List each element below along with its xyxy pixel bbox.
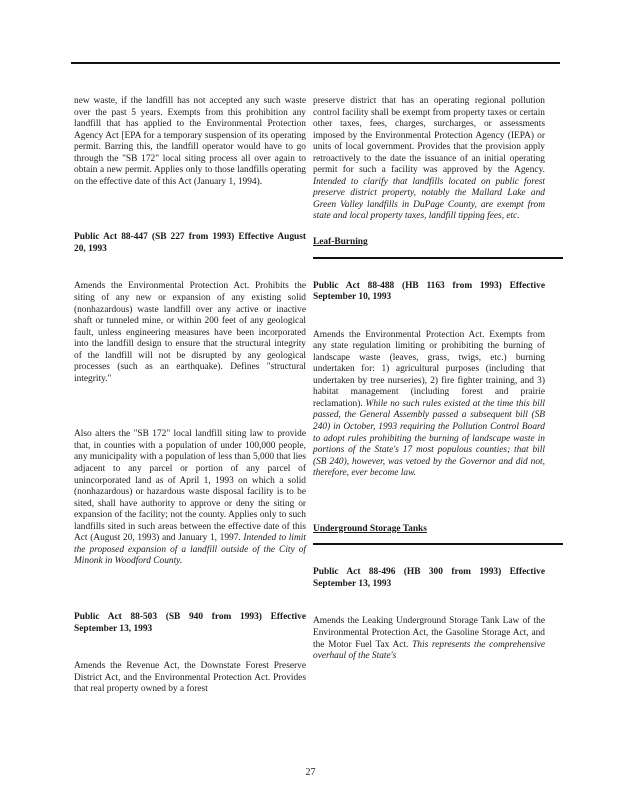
- right-paragraph-1-italic: Intended to clarify that landfills located on public forest preserve district property, notably the Mallard Lake and Green Valley landfills in DuPage County, are exempt from state and local property taxes, landfill tipping fees, etc.: [313, 176, 545, 222]
- right-paragraph-1-text: preserve district that has an operating regional pollution control facility shall be exempt from property taxes or certain other taxes, fees, charges, surcharges, or assessments imposed by the Environmental Protection Agency (IEPA) or units of local government. Provides that the provision apply retroactively to the date the issuance of an initial operating permit for such a facility was approved by the Agency.: [313, 96, 545, 176]
- right-paragraph-3-italic: This represents the comprehensive overhaul of the State's: [313, 639, 545, 662]
- left-paragraph-1: new waste, if the landfill has not accepted any such waste over the past 5 years. Exempts from this prohibition any landfill that has applied to the Environmental Protection Agency Act [EPA for a temporary suspension of its operating permit. Barring this, the landfill operator would have to go through the "SB 172" local siting process all over again to obtain a new permit. Applies only to those landfills operating on the effective date of this Act (January 1, 1994).: [74, 96, 306, 187]
- right-paragraph-3-text: Amends the Leaking Underground Storage Tank Law of the Environmental Protection Act, the Gasoline Storage Act, and the Motor Fuel Tax Act.: [313, 616, 545, 650]
- public-act-88-503-heading: Public Act 88-503 (SB 940 from 1993) Effective September 13, 1993: [74, 611, 306, 634]
- left-paragraph-3-text: Also alters the "SB 172" local landfill siting law to provide that, in counties with a population of under 100,000 people, any municipality with a population of less than 5,000 that lies adjacent to any parcel or portion of any parcel of unincorporated land as of April 1, 1993 on which a solid (nonhazardous) or hazardous waste disposal facility is to be sited, shall have authority to approve or deny the siting or expansion of the facility; not the county. Applies only to such landfills sited in such areas between the effective date of this Act (August 20, 1993) and January 1, 1997.: [74, 429, 306, 544]
- left-paragraph-3-italic: Intended to limit the proposed expansion of a landfill outside of the City of Minonk in Woodford County.: [74, 533, 306, 567]
- left-paragraph-3: [74, 429, 306, 568]
- section-heading-underground-storage-tanks: Underground Storage Tanks: [313, 524, 563, 546]
- public-act-88-488-heading: Public Act 88-488 (HB 1163 from 1993) Effective September 10, 1993: [313, 280, 545, 303]
- left-paragraph-2: Amends the Environmental Protection Act. Prohibits the siting of any new or expansion of any existing solid (nonhazardous) waste landfill over any active or inactive shaft or tunneled mine, or within 200 feet of any geological fault, unless engineering measures have been incorporated into the landfill design to ensure that the structural integrity of the landfill will not be disrupted by any geological processes (such as an earthquake). Defines "structural integrity.": [74, 281, 306, 384]
- right-paragraph-1: [313, 96, 545, 223]
- page-number: 27: [305, 767, 316, 778]
- top-rule: [71, 62, 560, 64]
- right-column: [313, 96, 545, 687]
- left-column: [74, 96, 306, 720]
- section-heading-leaf-burning: Leaf-Burning: [313, 237, 563, 259]
- public-act-88-447-heading: Public Act 88-447 (SB 227 from 1993) Effective August 20, 1993: [74, 232, 306, 254]
- right-paragraph-2-text: Amends the Environmental Protection Act. Exempts from any state regulation limiting or prohibiting the burning of landscape waste (leaves, grass, twigs, etc.) burning undertaken for: 1) agricultural purposes (including that undertaken by tree nurseries), 2) fire fighter training, and 3) habitat management (including forest and prairie reclamation).: [313, 329, 545, 409]
- public-act-88-496-heading: Public Act 88-496 (HB 300 from 1993) Effective September 13, 1993: [313, 567, 545, 589]
- right-paragraph-3: [313, 616, 545, 662]
- right-paragraph-2: [313, 330, 545, 480]
- left-paragraph-4: Amends the Revenue Act, the Downstate Forest Preserve District Act, and the Environmental Protection Act. Provides that real property owned by a forest: [74, 661, 306, 695]
- right-paragraph-2-italic: While no such rules existed at the time this bill passed, the General Assembly passed a subsequent bill (SB 240) in October, 1993 requiring the Pollution Control Board to adopt rules prohibiting the burning of landscape waste in portions of the State's 17 most populous counties; that bill (SB 240), however, was vetoed by the Governor and did not, therefore, ever become law.: [313, 398, 545, 479]
